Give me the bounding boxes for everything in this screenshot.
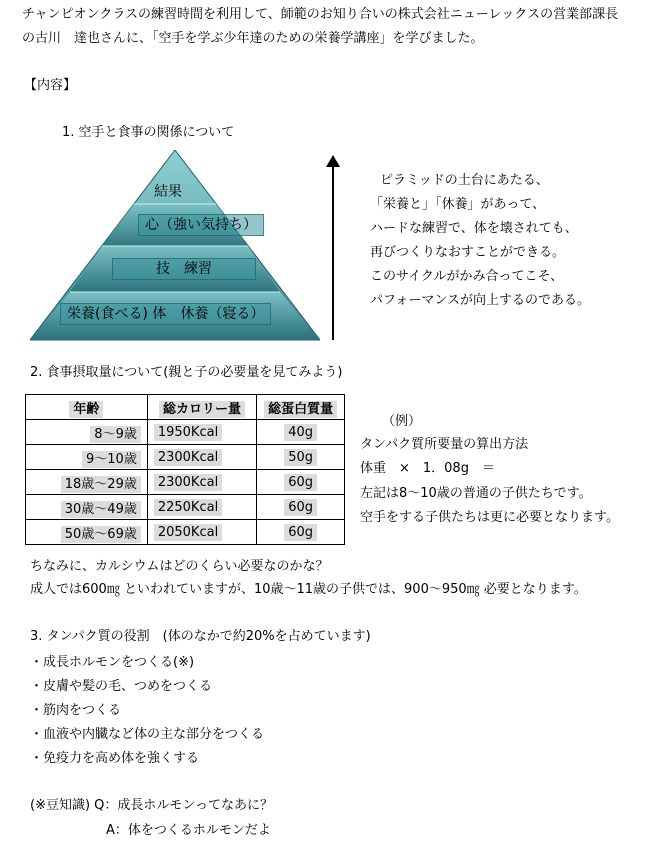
intro-line-1: チャンピオンクラスの練習時間を利用して、師範のお知り合いの株式会社ニューレックスの営業部課長 [22, 7, 619, 22]
pyramid-text-4: 再びつくりなおすことができる。 [370, 245, 566, 260]
calorie-cell: 2050Kcal [154, 524, 222, 541]
pyramid-base-label: 栄養(食べる) 体 休養（寝る） [60, 303, 271, 325]
example-note-2: 空手をする子供たちは更に必要となります。 [360, 510, 619, 525]
protein-cell: 60g [284, 499, 317, 516]
age-cell: 30歳～49歳 [61, 501, 141, 518]
protein-cell: 60g [284, 474, 317, 491]
calorie-cell: 2300Kcal [154, 449, 222, 466]
up-arrow-icon [326, 155, 340, 340]
protein-cell: 50g [284, 449, 317, 466]
calorie-cell: 2250Kcal [154, 499, 222, 516]
table-row [26, 445, 345, 470]
table-row [26, 495, 345, 520]
section3-title: 3. タンパク質の役割 (体のなかで約20%を占めています) [30, 629, 371, 644]
example-label: （例） [382, 414, 422, 429]
pyramid-text-6: パフォーマンスが向上するのである。 [370, 293, 590, 308]
calcium-question: ちなみに、カルシウムはどのくらい必要なのかな？ [30, 559, 329, 574]
age-cell: 9～10歳 [82, 451, 141, 468]
age-cell: 50歳～69歳 [61, 526, 141, 543]
pyramid-text-1: ピラミッドの土台にあたる、 [380, 173, 549, 188]
pyramid-text-3: ハードな練習で、体を壊されても、 [370, 221, 578, 236]
list-item: ・成長ホルモンをつくる(※) [30, 655, 195, 670]
contents-label: 【内容】 [24, 78, 77, 93]
age-cell: 18歳～29歳 [61, 476, 141, 493]
table-row [26, 420, 345, 445]
trivia-question: (※豆知識) Q：成長ホルモンってなあに？ [30, 798, 274, 813]
table-header-row [26, 395, 345, 420]
protein-cell: 60g [284, 524, 317, 541]
section1-title: 1. 空手と食事の関係について [62, 125, 235, 140]
age-cell: 8～9歳 [90, 426, 141, 443]
section2-title: 2. 食事摂取量について(親と子の必要量を見てみよう) [30, 365, 343, 380]
trivia-answer: A：体をつくるホルモンだよ [106, 823, 271, 838]
example-title: タンパク質所要量の算出方法 [360, 437, 529, 452]
calorie-cell: 2300Kcal [154, 474, 222, 491]
intake-table [25, 394, 345, 545]
table-row [26, 470, 345, 495]
list-item: ・筋肉をつくる [30, 703, 122, 718]
table-row [26, 520, 345, 545]
pyramid-text-2: 「栄養と」「休養」があって、 [370, 197, 546, 212]
pyramid-diagram [30, 150, 320, 342]
col-age-header: 年齢 [26, 395, 148, 420]
calcium-answer: 成人では600㎎ といわれていますが、10歳～11歳の子供では、900～950㎎ 必要となります。 [30, 582, 587, 597]
list-item: ・血液や内臓など体の主な部分をつくる [30, 727, 265, 742]
calorie-cell: 1950Kcal [154, 424, 222, 441]
example-formula: 体重 × 1．08g ＝ [360, 461, 495, 476]
example-note-1: 左記は8～10歳の普通の子供たちです。 [360, 486, 592, 501]
col-calorie-header: 総カロリー量 [147, 395, 256, 420]
intro-line-2: の古川 達也さんに、「空手を学ぶ少年達のための栄養学講座」を学びました。 [22, 31, 484, 46]
pyramid-top-label: 結果 [154, 184, 182, 200]
list-item: ・皮膚や髪の毛、つめをつくる [30, 679, 213, 694]
protein-cell: 40g [284, 424, 317, 441]
col-protein-header: 総蛋白質量 [257, 395, 345, 420]
list-item: ・免疫力を高め体を強くする [30, 751, 200, 766]
pyramid-level2-label: 心（強い気持ち） [138, 214, 264, 236]
pyramid-level3-label: 技 練習 [112, 258, 256, 280]
pyramid-text-5: このサイクルがかみ合ってこそ、 [370, 269, 564, 284]
